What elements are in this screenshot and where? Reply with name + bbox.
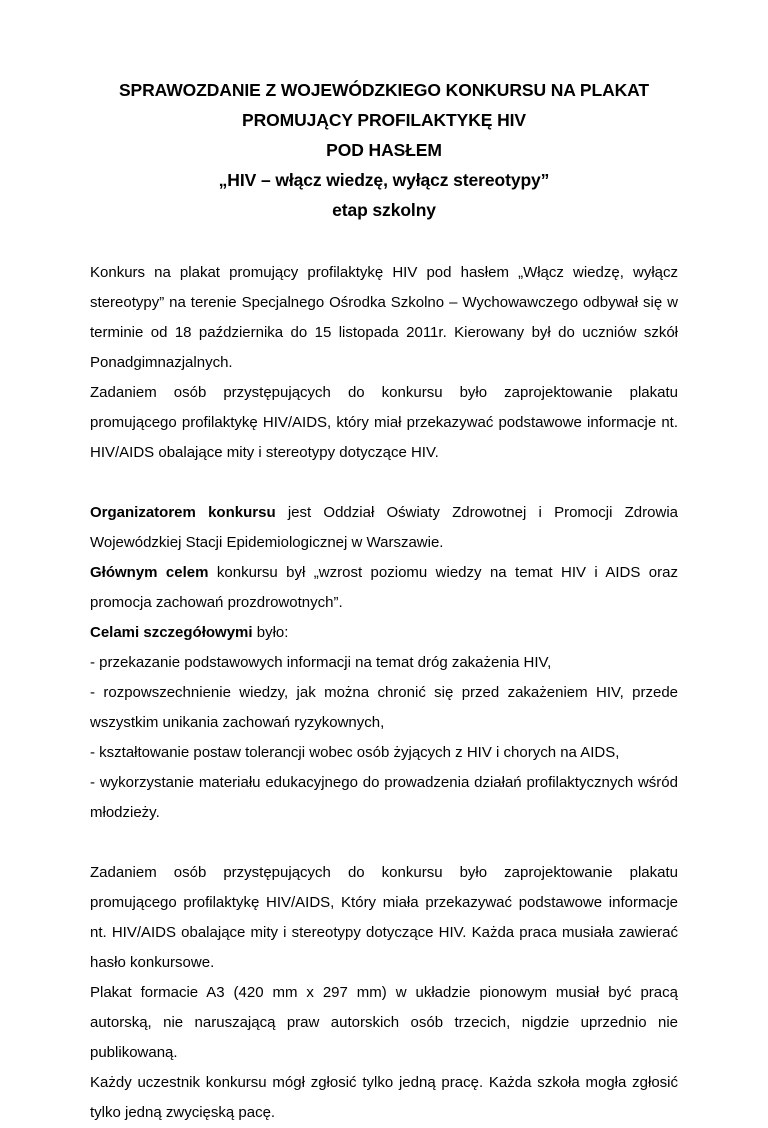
- organizer-label: Organizatorem konkursu: [90, 504, 276, 521]
- goal-paragraph: [90, 558, 678, 618]
- header-line-5: etap szkolny: [332, 200, 436, 220]
- rules-format-paragraph: Plakat formacie A3 (420 mm x 297 mm) w układzie pionowym musiał być pracą autorską, nie naruszającą praw autorskich osób trzecich, nigdzie uprzednio nie publikowaną.: [90, 984, 678, 1061]
- intro-paragraph: Konkurs na plakat promujący profilaktykę HIV pod hasłem „Włącz wiedzę, wyłącz stereotypy” na terenie Specjalnego Ośrodka Szkolno – Wychowawczego odbywał się w terminie od 18 października do 15 listopada 2011r. Kierowany był do uczniów szkół Ponadgimnazjalnych.: [90, 264, 678, 371]
- document-body: [90, 258, 678, 1128]
- objective-item: - rozpowszechnienie wiedzy, jak można chronić się przed zakażeniem HIV, przede wszystkim unikania zachowań ryzykownych,: [90, 684, 678, 731]
- header-line-3: POD HASŁEM: [326, 140, 442, 160]
- header-line-4: „HIV – włącz wiedzę, wyłącz stereotypy”: [218, 170, 550, 190]
- organizer-text: jest Oddział Oświaty Zdrowotnej i Promocji Zdrowia Wojewódzkiej Stacji Epidemiologicznej w Warszawie.: [90, 504, 678, 551]
- document-header: [0, 75, 768, 225]
- rules-task-continuation: promującego profilaktykę HIV/AIDS, Który miała przekazywać podstawowe informacje nt. HIV/AIDS obalające mity i stereotypy dotyczące HIV. Każda praca musiała zawierać hasło konkursowe.: [90, 894, 678, 971]
- intro-task-continuation: promującego profilaktykę HIV/AIDS, który miał przekazywać podstawowe informacje nt. HIV/AIDS obalające mity i stereotypy dotyczące HIV.: [90, 414, 678, 461]
- objective-item: - wykorzystanie materiału edukacyjnego do prowadzenia działań profilaktycznych wśród młodzieży.: [90, 774, 678, 821]
- objectives-label: Celami szczegółowymi: [90, 624, 253, 641]
- header-line-2: PROMUJĄCY PROFILAKTYKĘ HIV: [242, 110, 526, 130]
- objective-item: - przekazanie podstawowych informacji na temat dróg zakażenia HIV,: [90, 654, 552, 671]
- goal-label: Głównym celem: [90, 564, 209, 581]
- objectives-suffix: było:: [252, 624, 289, 641]
- rules-task-line: Zadaniem osób przystępujących do konkursu było zaprojektowanie plakatu: [90, 864, 678, 881]
- rules-entries-paragraph: Każdy uczestnik konkursu mógł zgłosić tylko jedną pracę. Każda szkoła mogła zgłosić tylko jedną zwycięską pacę.: [90, 1074, 678, 1121]
- objectives-heading: [90, 618, 678, 648]
- intro-task-line: Zadaniem osób przystępujących do konkursu było zaprojektowanie plakatu: [90, 384, 678, 401]
- goal-text: konkursu był „wzrost poziomu wiedzy na temat HIV i AIDS oraz promocja zachowań prozdrowotnych”.: [90, 564, 678, 611]
- header-line-1: SPRAWOZDANIE Z WOJEWÓDZKIEGO KONKURSU NA PLAKAT: [118, 80, 650, 100]
- organizer-paragraph: [90, 498, 678, 558]
- objective-item: - kształtowanie postaw tolerancji wobec osób żyjących z HIV i chorych na AIDS,: [90, 744, 620, 761]
